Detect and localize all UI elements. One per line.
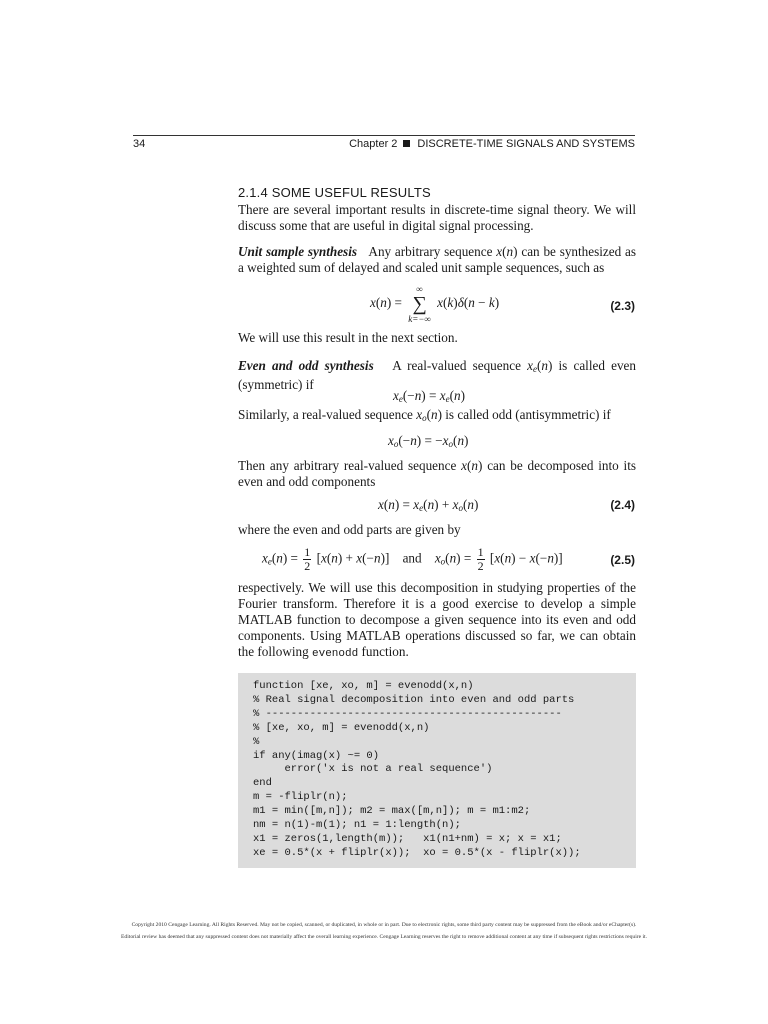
code-line: m = -fliplr(n);	[253, 791, 348, 804]
code-line: if any(imag(x) ~= 0)	[253, 749, 380, 762]
unit-sample-heading: Unit sample synthesis	[238, 244, 357, 259]
code-line: % [xe, xo, m] = evenodd(x,n)	[253, 721, 430, 734]
equation-2-4: $x(n) = x_e(n) + x_o(n)$	[378, 497, 479, 513]
copyright-line-2: Editorial review has deemed that any suppressed content does not materially affect the overall learning experience. Cengage Learning reserves the right to remove additional content at any time if subsequent rights restrictions require it.	[121, 934, 647, 940]
copyright-line-1: Copyright 2010 Cengage Learning. All Rights Reserved. May not be copied, scanned, or duplicated, in whole or in part. Due to electronic rights, some third party content may be suppressed from the eBook and/or eChapter(s).	[131, 922, 637, 928]
eq-number-2-5: (2.5)	[610, 553, 635, 567]
page-number: 34	[133, 138, 146, 150]
code-line: error('x is not a real sequence')	[253, 763, 493, 776]
chapter-title: DISCRETE-TIME SIGNALS AND SYSTEMS	[417, 138, 635, 150]
decompose-intro: Then any arbitrary real-valued sequence x(n) can be decomposed into its even and odd components	[238, 458, 636, 489]
code-line: %	[253, 735, 260, 748]
chapter-label: Chapter 2	[349, 138, 398, 150]
even-condition: $x_e(-n) = x_e(n)$	[393, 388, 465, 404]
code-line: end	[253, 777, 272, 790]
parts-intro: where the even and odd parts are given by	[238, 522, 461, 537]
square-bullet-icon	[403, 140, 410, 147]
code-line: % Real signal decomposition into even and odd parts	[253, 693, 575, 706]
code-line: xe = 0.5*(x + fliplr(x)); xo = 0.5*(x - fliplr(x));	[253, 846, 581, 859]
header-rule	[133, 135, 635, 136]
even-odd-paragraph: Even and odd synthesis A real-valued sequence $x_e(n)$ is called even (symmetric) if	[238, 358, 636, 392]
intro-paragraph: There are several important results in discrete-time signal theory. We will discuss some that are useful in digital signal processing.	[238, 202, 636, 233]
function-name: evenodd	[312, 648, 359, 660]
section-title: 2.1.4 SOME USEFUL RESULTS	[238, 185, 431, 200]
equation-2-5: $x_e(n)$ = $\frac{1}{2}$ [x(n) + x(−n)] and $x_o(n)$ = $\frac{1}{2}$ [x(n) − x(−n)]	[262, 545, 563, 573]
code-line: % -----------------------------------------------	[253, 707, 562, 720]
eq-number-2-3: (2.3)	[610, 299, 635, 313]
odd-intro: Similarly, a real-valued sequence $x_o(n)$ is called odd (antisymmetric) if	[238, 407, 611, 423]
unit-sample-paragraph: Unit sample synthesis Any arbitrary sequence x(n) can be synthesized as a weighted sum of delayed and scaled unit sample sequences, such as	[238, 244, 637, 275]
unit-sample-follow: We will use this result in the next section.	[238, 330, 458, 345]
code-line: function [xe, xo, m] = evenodd(x,n)	[253, 680, 474, 692]
running-head	[349, 138, 635, 150]
odd-condition: $x_o(-n) = -x_o(n)$	[388, 433, 469, 449]
code-line: m1 = min([m,n]); m2 = max([m,n]); m = m1:m2;	[253, 805, 531, 818]
code-listing	[253, 680, 581, 861]
code-line: x1 = zeros(1,length(m)); x1(n1+nm) = x; x = x1;	[253, 832, 562, 845]
matlab-paragraph: respectively. We will use this decomposition in studying properties of the Fourier transform. Therefore it is a good exercise to develop a simple MATLAB function to decompose a given sequence into its even and odd components. Using MATLAB operations discussed so far, we can obtain the following evenodd function.	[238, 580, 636, 660]
code-line: nm = n(1)-m(1); n1 = 1:length(n);	[253, 819, 461, 832]
equation-2-3: x(n) = ∞ ∑ k=−∞ x(k)δ(n − k)	[370, 284, 500, 324]
even-odd-heading: Even and odd synthesis	[238, 358, 374, 373]
eq-number-2-4: (2.4)	[610, 498, 635, 512]
